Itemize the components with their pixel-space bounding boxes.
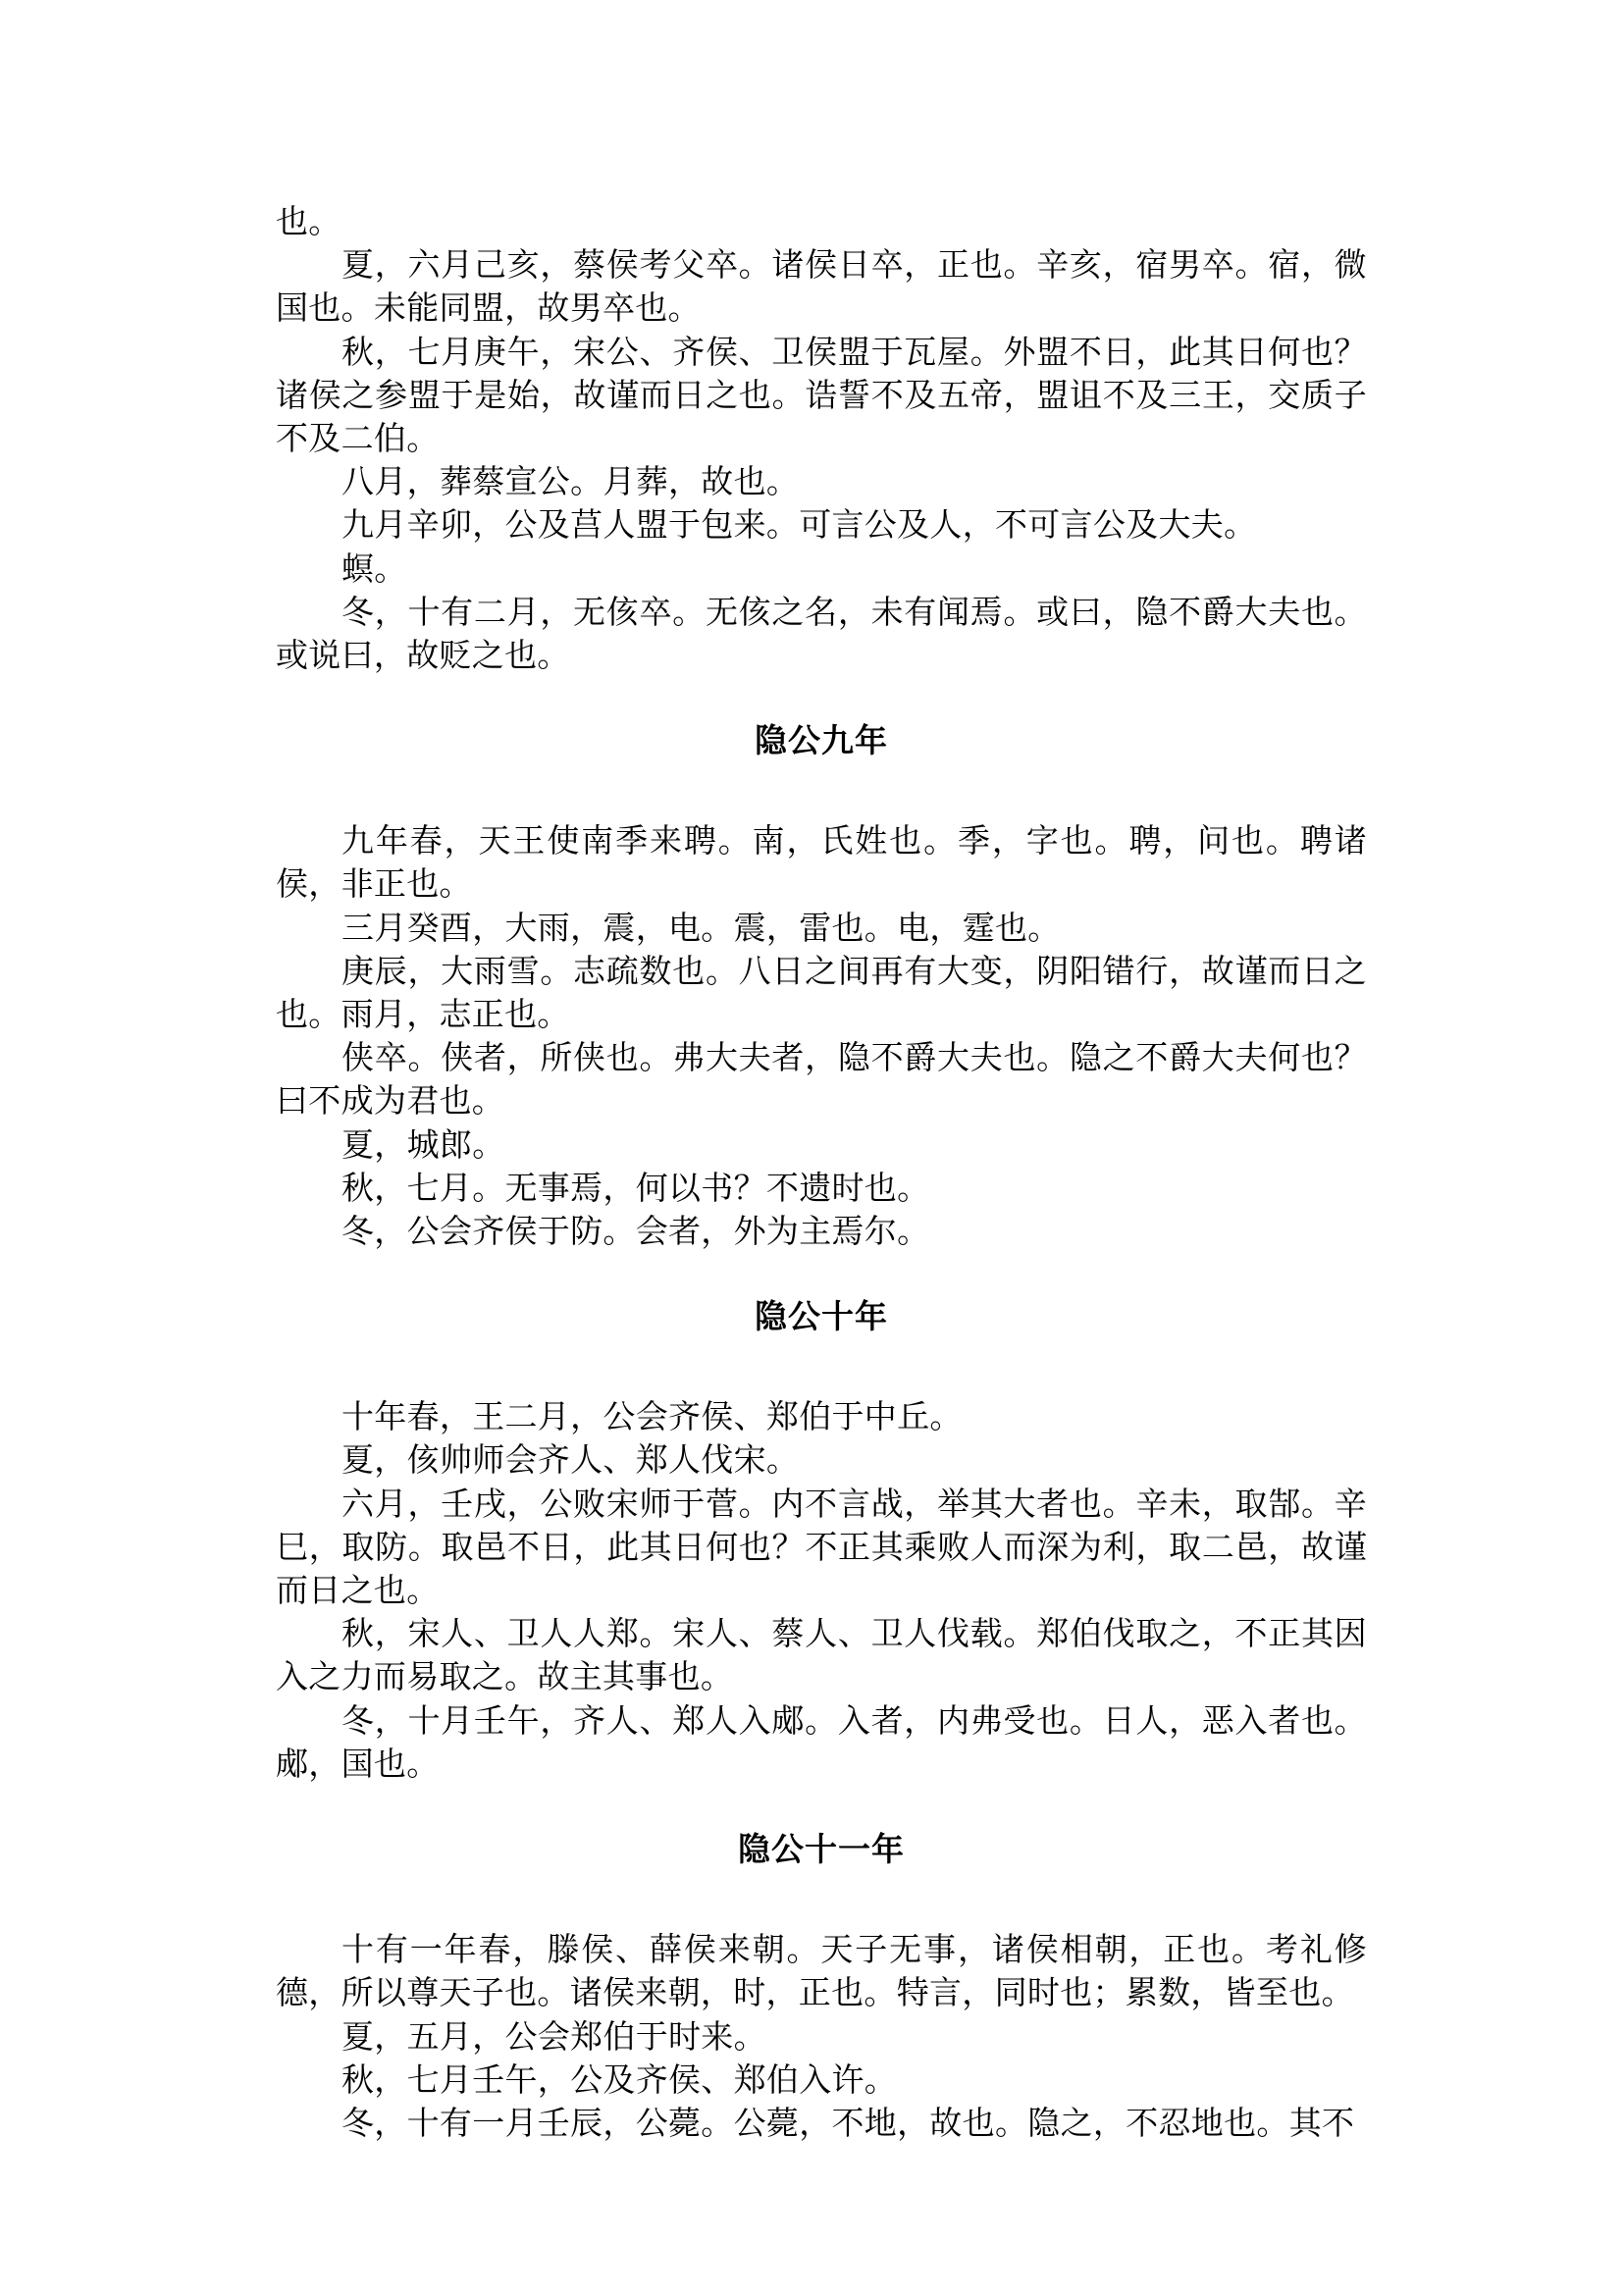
paragraph: 秋，宋人、卫人人郑。宋人、蔡人、卫人伐载。郑伯伐取之，不正其因入之力而易取之。故主其事也。 xyxy=(276,1614,1367,1696)
paragraph: 秋，七月庚午，宋公、齐侯、卫侯盟于瓦屋。外盟不日，此其日何也？诸侯之参盟于是始，故谨而日之也。诰誓不及五帝，盟诅不及三王，交质子不及二伯。 xyxy=(276,332,1367,458)
paragraph: 秋，七月壬午，公及齐侯、郑伯入许。 xyxy=(341,2059,898,2099)
paragraph: 夏，六月己亥，蔡侯考父卒。诸侯日卒，正也。辛亥，宿男卒。宿，微国也。未能同盟，故男卒也。 xyxy=(276,245,1367,328)
section-heading: 隐公十年 xyxy=(755,1297,888,1336)
paragraph: 冬，十月壬午，齐人、郑人入郕。入者，内弗受也。日人，恶入者也。郕，国也。 xyxy=(276,1700,1367,1783)
section-heading: 隐公九年 xyxy=(755,721,888,760)
paragraph: 夏，侅帅师会齐人、郑人伐宋。 xyxy=(341,1440,800,1480)
paragraph: 冬，十有二月，无侅卒。无侅之名，未有闻焉。或曰，隐不爵大夫也。或说曰，故贬之也。 xyxy=(276,592,1367,675)
paragraph: 十年春，王二月，公会齐侯、郑伯于中丘。 xyxy=(341,1397,963,1436)
paragraph: 也。 xyxy=(276,202,341,240)
paragraph: 冬，公会齐侯于防。会者，外为主焉尔。 xyxy=(341,1212,930,1251)
paragraph: 侠卒。侠者，所侠也。弗大夫者，隐不爵大夫也。隐之不爵大夫何也？曰不成为君也。 xyxy=(276,1038,1367,1121)
paragraph: 螟。 xyxy=(341,548,407,588)
paragraph: 六月，壬戌，公败宋师于菅。内不言战，举其大者也。辛未，取郜。辛巳，取防。取邑不日，此其日何也？不正其乘败人而深为利，取二邑，故谨而日之也。 xyxy=(276,1484,1367,1610)
paragraph: 夏，城郎。 xyxy=(341,1124,505,1164)
paragraph: 冬，十有一月壬辰，公薨。公薨，不地，故也。隐之，不忍地也。其不 xyxy=(341,2103,1355,2142)
paragraph: 三月癸酉，大雨，震，电。震，雷也。电，霆也。 xyxy=(341,908,1061,947)
section-heading: 隐公十一年 xyxy=(738,1830,905,1869)
paragraph: 十有一年春，滕侯、薛侯来朝。天子无事，诸侯相朝，正也。考礼修德，所以尊天子也。诸侯来朝，时，正也。特言，同时也；累数，皆至也。 xyxy=(276,1930,1367,2012)
paragraph: 庚辰，大雨雪。志疏数也。八日之间再有大变，阴阳错行，故谨而日之也。雨月，志正也。 xyxy=(276,951,1367,1034)
paragraph: 八月，葬蔡宣公。月葬，故也。 xyxy=(341,462,800,501)
paragraph: 九月辛卯，公及莒人盟于包来。可言公及人，不可言公及大夫。 xyxy=(341,505,1257,545)
paragraph: 秋，七月。无事焉，何以书？不遗时也。 xyxy=(341,1168,930,1207)
document-body xyxy=(276,200,1367,2145)
paragraph: 夏，五月，公会郑伯于时来。 xyxy=(341,2016,766,2056)
paragraph: 九年春，天王使南季来聘。南，氏姓也。季，字也。聘，问也。聘诸侯，非正也。 xyxy=(276,821,1367,904)
